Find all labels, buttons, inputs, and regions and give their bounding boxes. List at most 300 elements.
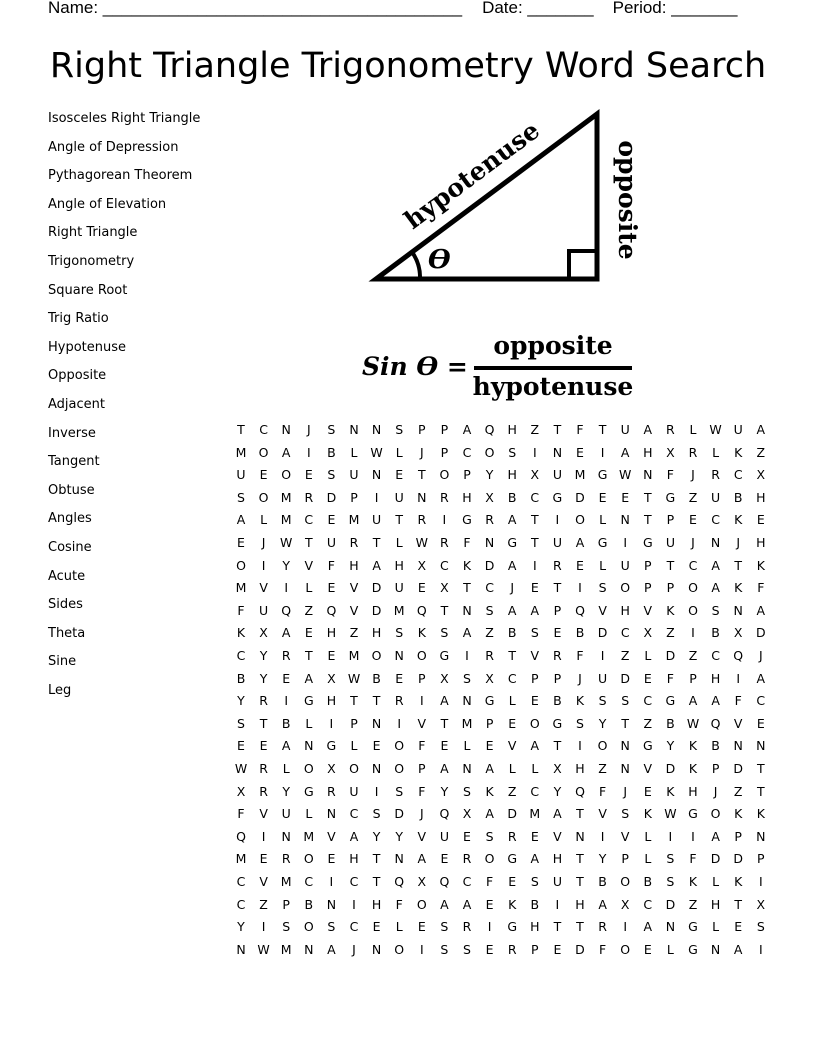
grid-letter[interactable]: Q [326,602,337,618]
grid-letter[interactable]: Q [439,806,450,822]
grid-letter[interactable]: E [417,580,426,596]
grid-letter[interactable]: F [757,580,765,596]
grid-letter[interactable]: R [553,557,562,573]
grid-letter[interactable]: P [689,670,697,686]
grid-letter[interactable]: J [758,648,763,663]
grid-letter[interactable]: H [371,625,382,641]
grid-letter[interactable]: H [710,670,721,686]
grid-letter[interactable]: O [710,806,721,822]
grid-letter[interactable]: K [734,874,743,889]
grid-letter[interactable]: I [532,557,537,573]
grid-letter[interactable]: S [440,941,449,957]
grid-letter[interactable]: Y [485,467,494,483]
grid-letter[interactable]: I [487,919,492,935]
grid-letter[interactable]: B [575,625,585,641]
grid-letter[interactable]: H [710,896,721,912]
grid-letter[interactable]: V [417,715,427,731]
grid-letter[interactable]: F [237,806,245,822]
grid-letter[interactable]: L [282,761,290,776]
grid-letter[interactable]: K [756,557,765,573]
grid-letter[interactable]: W [234,761,248,776]
grid-letter[interactable]: N [394,648,404,663]
grid-letter[interactable]: S [530,625,539,641]
grid-letter[interactable]: U [349,783,359,799]
grid-letter[interactable]: E [327,648,336,663]
grid-letter[interactable]: S [621,693,630,709]
grid-letter[interactable]: I [465,648,469,663]
grid-letter[interactable]: D [371,580,382,596]
grid-letter[interactable]: X [327,670,336,686]
grid-letter[interactable]: T [756,783,765,799]
grid-letter[interactable]: E [282,670,291,686]
grid-letter[interactable]: G [642,738,653,754]
grid-letter[interactable]: F [689,851,697,867]
grid-letter[interactable]: E [734,919,743,935]
grid-letter[interactable]: S [598,693,607,709]
grid-letter[interactable]: O [281,467,292,483]
grid-letter[interactable]: D [394,806,404,822]
grid-letter[interactable]: T [621,715,629,731]
grid-letter[interactable]: J [736,535,741,550]
grid-letter[interactable]: F [395,896,403,912]
grid-letter[interactable]: J [713,783,718,799]
grid-letter[interactable]: X [530,467,540,483]
grid-letter[interactable]: A [440,896,449,912]
grid-letter[interactable]: E [485,896,494,912]
grid-letter[interactable]: D [665,648,676,663]
grid-letter[interactable]: H [643,444,653,460]
grid-letter[interactable]: W [686,715,700,731]
grid-letter[interactable]: V [598,602,607,618]
grid-letter[interactable]: H [507,422,517,437]
grid-letter[interactable]: P [621,851,629,867]
grid-letter[interactable]: Y [666,738,675,754]
grid-letter[interactable]: U [552,467,562,483]
grid-letter[interactable]: T [734,557,742,573]
grid-letter[interactable]: O [303,851,314,867]
grid-letter[interactable]: E [463,828,471,844]
grid-letter[interactable]: Z [304,602,314,618]
grid-letter[interactable]: I [284,693,289,709]
grid-letter[interactable]: J [691,535,695,550]
grid-letter[interactable]: P [418,670,426,686]
grid-letter[interactable]: D [665,896,676,912]
grid-letter[interactable]: I [555,896,560,912]
grid-letter[interactable]: I [600,648,605,663]
grid-letter[interactable]: C [349,874,359,889]
grid-letter[interactable]: X [327,761,336,776]
grid-letter[interactable]: A [643,919,653,935]
grid-letter[interactable]: E [621,489,630,505]
grid-letter[interactable]: E [304,625,313,641]
grid-letter[interactable]: J [419,806,424,822]
date-field[interactable]: Date: _______ [482,0,594,17]
grid-letter[interactable]: L [350,738,358,754]
grid-letter[interactable]: I [419,941,424,957]
grid-letter[interactable]: O [258,444,269,460]
grid-letter[interactable]: A [462,896,472,912]
grid-letter[interactable]: X [756,896,766,912]
grid-letter[interactable]: E [485,738,494,754]
grid-letter[interactable]: M [529,806,541,822]
grid-letter[interactable]: B [236,670,246,686]
grid-letter[interactable]: E [576,557,584,573]
grid-letter[interactable]: I [261,828,266,844]
grid-letter[interactable]: N [575,828,585,844]
grid-letter[interactable]: H [349,557,359,573]
grid-letter[interactable]: S [711,602,720,618]
grid-letter[interactable]: M [280,941,292,957]
grid-letter[interactable]: E [417,919,426,935]
grid-letter[interactable]: D [597,625,608,641]
grid-letter[interactable]: Y [259,648,268,663]
grid-letter[interactable]: Q [394,874,405,889]
grid-letter[interactable]: Y [598,715,607,731]
grid-letter[interactable]: J [578,670,582,686]
grid-letter[interactable]: U [620,557,630,573]
grid-letter[interactable]: C [507,670,517,686]
grid-letter[interactable]: U [394,580,404,596]
grid-letter[interactable]: J [623,783,628,799]
grid-letter[interactable]: F [598,941,607,957]
grid-letter[interactable]: E [395,467,404,483]
grid-letter[interactable]: A [462,625,472,641]
grid-letter[interactable]: W [257,941,270,957]
grid-letter[interactable]: A [507,512,517,528]
grid-letter[interactable]: Q [575,602,585,618]
grid-letter[interactable]: E [756,512,765,528]
grid-letter[interactable]: Z [485,625,494,641]
grid-letter[interactable]: S [237,715,245,731]
grid-letter[interactable]: S [576,715,584,731]
grid-letter[interactable]: R [711,467,720,483]
grid-letter[interactable]: T [756,761,765,776]
grid-letter[interactable]: G [552,715,563,731]
grid-letter[interactable]: Y [282,557,290,573]
grid-letter[interactable]: T [553,738,562,754]
grid-letter[interactable]: T [372,693,381,709]
grid-letter[interactable]: R [440,535,449,550]
grid-letter[interactable]: K [734,806,743,822]
grid-letter[interactable]: O [394,738,405,754]
grid-letter[interactable]: O [394,941,405,957]
grid-letter[interactable]: E [553,625,562,641]
grid-letter[interactable]: N [710,535,721,550]
grid-letter[interactable]: S [237,489,245,505]
grid-letter[interactable]: X [643,625,653,641]
grid-letter[interactable]: G [326,738,337,754]
grid-letter[interactable]: K [462,557,472,573]
grid-letter[interactable]: N [756,738,766,754]
grid-letter[interactable]: K [643,806,652,822]
grid-letter[interactable]: N [371,941,382,957]
grid-letter[interactable]: S [327,422,336,437]
grid-letter[interactable]: K [734,580,743,596]
grid-letter[interactable]: K [688,738,698,754]
grid-letter[interactable]: E [440,851,449,867]
grid-letter[interactable]: E [530,828,539,844]
grid-letter[interactable]: T [440,715,449,731]
grid-letter[interactable]: N [665,919,676,935]
grid-letter[interactable]: V [553,828,562,844]
grid-letter[interactable]: P [418,761,426,776]
grid-letter[interactable]: D [755,625,766,641]
grid-letter[interactable]: L [712,444,720,460]
grid-letter[interactable]: W [709,422,722,437]
grid-letter[interactable]: A [530,738,540,754]
grid-letter[interactable]: O [620,941,631,957]
grid-letter[interactable]: I [261,557,266,573]
grid-letter[interactable]: L [395,444,403,460]
grid-letter[interactable]: F [598,783,607,799]
grid-letter[interactable]: D [665,761,676,776]
grid-letter[interactable]: R [485,512,494,528]
grid-letter[interactable]: U [598,670,608,686]
grid-letter[interactable]: K [734,512,743,528]
grid-letter[interactable]: R [485,648,494,663]
grid-letter[interactable]: N [371,761,382,776]
grid-letter[interactable]: A [756,422,766,437]
grid-letter[interactable]: L [305,580,313,596]
grid-letter[interactable]: P [531,670,539,686]
grid-letter[interactable]: I [261,919,266,935]
grid-letter[interactable]: X [236,783,246,799]
grid-letter[interactable]: O [439,467,450,483]
grid-letter[interactable]: E [508,715,517,731]
grid-letter[interactable]: P [734,828,742,844]
grid-letter[interactable]: F [734,693,742,709]
grid-letter[interactable]: P [666,580,675,596]
grid-letter[interactable]: Z [259,896,268,912]
grid-letter[interactable]: T [643,512,652,528]
grid-letter[interactable]: A [575,535,585,550]
grid-letter[interactable]: Y [259,670,268,686]
grid-letter[interactable]: S [395,783,404,799]
grid-letter[interactable]: B [327,444,336,460]
period-field[interactable]: Period: _______ [612,0,738,17]
grid-letter[interactable]: F [485,874,494,889]
grid-letter[interactable]: C [530,783,540,799]
grid-letter[interactable]: R [462,851,472,867]
grid-letter[interactable]: N [394,851,404,867]
grid-letter[interactable]: A [643,422,653,437]
grid-letter[interactable]: G [507,919,518,935]
grid-letter[interactable]: E [508,874,517,889]
grid-letter[interactable]: M [393,602,405,618]
grid-letter[interactable]: E [372,738,381,754]
grid-letter[interactable]: T [643,489,652,505]
grid-letter[interactable]: C [462,874,472,889]
grid-letter[interactable]: D [484,557,495,573]
grid-letter[interactable]: F [666,467,674,483]
grid-letter[interactable]: K [575,693,585,709]
grid-letter[interactable]: E [372,919,381,935]
grid-letter[interactable]: O [620,580,631,596]
grid-letter[interactable]: N [710,941,721,957]
grid-letter[interactable]: N [733,738,743,754]
grid-letter[interactable]: M [303,828,315,844]
grid-letter[interactable]: Q [575,783,585,799]
grid-letter[interactable]: W [347,670,361,686]
grid-letter[interactable]: U [733,422,743,437]
grid-letter[interactable]: W [370,444,383,460]
grid-letter[interactable]: E [643,941,652,957]
grid-letter[interactable]: A [598,896,607,912]
grid-letter[interactable]: A [236,512,246,528]
grid-letter[interactable]: C [462,444,472,460]
grid-letter[interactable]: L [644,828,652,844]
grid-letter[interactable]: Q [484,422,495,437]
grid-letter[interactable]: X [259,625,268,641]
grid-letter[interactable]: W [619,467,632,483]
grid-letter[interactable]: X [485,670,494,686]
grid-letter[interactable]: T [734,896,742,912]
grid-letter[interactable]: S [530,874,539,889]
grid-letter[interactable]: T [463,580,471,596]
grid-letter[interactable]: I [758,874,763,889]
grid-letter[interactable]: N [236,941,246,957]
grid-letter[interactable]: L [531,761,539,776]
grid-letter[interactable]: K [417,625,426,641]
grid-letter[interactable]: O [371,648,382,663]
grid-letter[interactable]: O [620,874,631,889]
grid-letter[interactable]: O [303,919,314,935]
grid-letter[interactable]: Z [349,625,359,641]
grid-letter[interactable]: E [576,444,584,460]
grid-letter[interactable]: P [350,489,358,505]
grid-letter[interactable]: S [440,625,449,641]
grid-letter[interactable]: M [280,874,292,889]
grid-letter[interactable]: G [552,489,563,505]
grid-letter[interactable]: E [643,670,652,686]
grid-letter[interactable]: D [733,761,743,776]
grid-letter[interactable]: T [576,806,584,822]
grid-letter[interactable]: U [665,535,675,550]
grid-letter[interactable]: A [688,693,698,709]
grid-letter[interactable]: C [349,806,359,822]
grid-letter[interactable]: R [304,489,314,505]
grid-letter[interactable]: Y [237,693,245,709]
grid-letter[interactable]: S [621,806,630,822]
grid-letter[interactable]: V [643,761,653,776]
grid-letter[interactable]: G [665,693,676,709]
grid-letter[interactable]: N [620,738,630,754]
grid-letter[interactable]: T [553,919,562,935]
grid-letter[interactable]: S [485,828,494,844]
grid-letter[interactable]: M [461,715,473,731]
grid-letter[interactable]: H [756,535,766,550]
grid-letter[interactable]: W [415,535,428,550]
grid-letter[interactable]: R [394,693,404,709]
grid-letter[interactable]: X [462,806,472,822]
name-field[interactable]: Name: ______________________________________ [48,0,463,17]
grid-letter[interactable]: Z [598,761,607,776]
grid-letter[interactable]: G [303,693,314,709]
grid-letter[interactable]: R [507,828,517,844]
grid-letter[interactable]: C [643,693,653,709]
grid-letter[interactable]: N [462,693,472,709]
grid-letter[interactable]: C [236,648,246,663]
grid-letter[interactable]: T [530,535,539,550]
grid-letter[interactable]: P [757,851,765,867]
grid-letter[interactable]: D [371,602,382,618]
grid-letter[interactable]: M [348,512,360,528]
grid-letter[interactable]: U [372,512,382,528]
grid-letter[interactable]: C [688,557,698,573]
grid-letter[interactable]: K [666,783,675,799]
grid-letter[interactable]: H [462,489,472,505]
grid-letter[interactable]: J [306,422,311,437]
grid-letter[interactable]: O [529,715,540,731]
grid-letter[interactable]: L [508,693,516,709]
grid-letter[interactable]: O [236,557,246,573]
grid-letter[interactable]: A [372,557,381,573]
grid-letter[interactable]: Q [439,874,450,889]
grid-letter[interactable]: S [666,874,675,889]
grid-letter[interactable]: M [348,648,360,663]
grid-letter[interactable]: P [282,896,290,912]
grid-letter[interactable]: I [600,828,605,844]
grid-letter[interactable]: D [575,489,585,505]
grid-letter[interactable]: N [349,422,359,437]
grid-letter[interactable]: N [733,602,743,618]
grid-letter[interactable]: O [303,761,314,776]
grid-letter[interactable]: T [372,874,381,889]
grid-letter[interactable]: V [259,580,268,596]
grid-letter[interactable]: I [374,489,379,505]
grid-letter[interactable]: R [327,783,336,799]
grid-letter[interactable]: Q [281,602,292,618]
grid-letter[interactable]: V [530,648,540,663]
grid-letter[interactable]: L [395,535,403,550]
grid-letter[interactable]: P [440,422,449,437]
grid-letter[interactable]: Z [530,422,540,437]
grid-letter[interactable]: H [507,467,517,483]
grid-letter[interactable]: R [349,535,359,550]
grid-letter[interactable]: R [259,783,268,799]
grid-letter[interactable]: O [416,896,427,912]
grid-letter[interactable]: T [350,693,358,709]
grid-letter[interactable]: B [711,625,720,641]
grid-letter[interactable]: V [259,806,268,822]
grid-letter[interactable]: T [508,648,516,663]
grid-letter[interactable]: Z [666,625,675,641]
grid-letter[interactable]: T [553,422,562,437]
grid-letter[interactable]: D [710,851,721,867]
grid-letter[interactable]: R [688,444,698,460]
grid-letter[interactable]: T [530,512,539,528]
grid-letter[interactable]: R [440,489,449,505]
grid-letter[interactable]: H [326,625,337,641]
grid-letter[interactable]: P [350,715,358,731]
grid-letter[interactable]: B [666,715,675,731]
grid-letter[interactable]: I [284,580,289,596]
grid-letter[interactable]: L [599,512,607,528]
grid-letter[interactable]: T [598,422,607,437]
grid-letter[interactable]: E [485,941,494,957]
grid-letter[interactable]: Z [733,783,743,799]
grid-letter[interactable]: A [327,941,336,957]
grid-letter[interactable]: X [553,761,562,776]
grid-letter[interactable]: S [508,444,517,460]
grid-letter[interactable]: S [666,851,675,867]
grid-letter[interactable]: V [327,828,336,844]
grid-letter[interactable]: H [575,896,585,912]
grid-letter[interactable]: S [282,919,291,935]
grid-letter[interactable]: I [374,783,379,799]
grid-letter[interactable]: C [711,512,720,528]
grid-letter[interactable]: A [440,693,449,709]
